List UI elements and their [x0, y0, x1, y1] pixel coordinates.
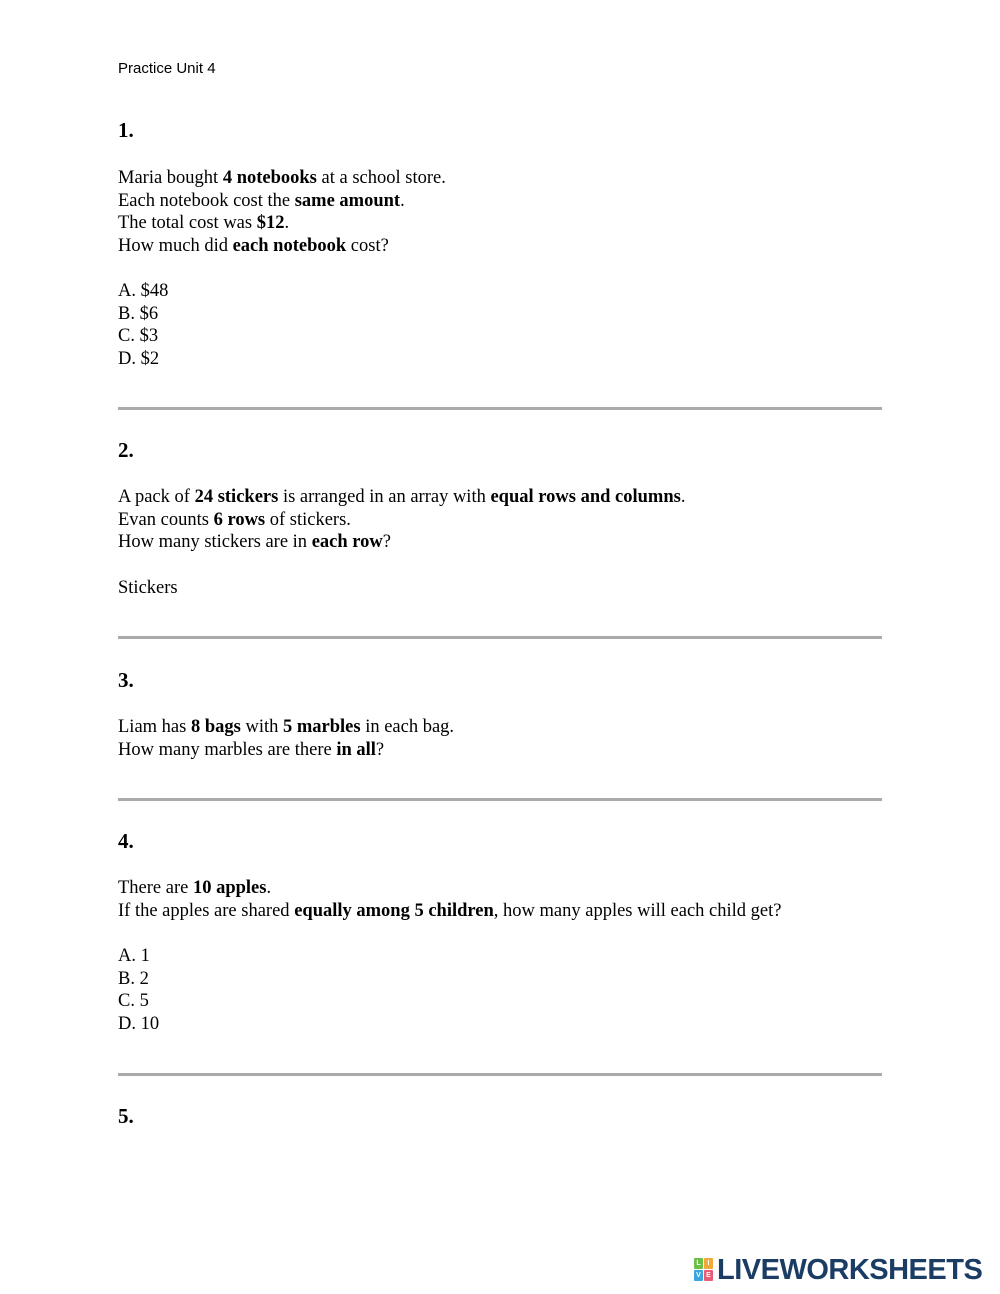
text-run: .	[284, 213, 290, 234]
text-run: .	[680, 487, 686, 507]
question-4-text	[118, 877, 781, 922]
question-text-line	[118, 739, 454, 762]
text-run: Evan counts	[118, 509, 214, 530]
liveworksheets-logo	[694, 1255, 982, 1285]
question-divider	[118, 636, 882, 639]
question-text-line	[118, 716, 454, 739]
question-1-option-b[interactable]: B. $6	[118, 303, 159, 324]
question-1-option-c[interactable]: C. $3	[118, 326, 159, 347]
question-1-options	[118, 280, 168, 371]
question-4-number: 4.	[118, 829, 134, 853]
text-run: , how many apples will each child get?	[493, 900, 782, 921]
question-text-line	[118, 167, 446, 190]
text-run: How many marbles are there	[118, 739, 337, 760]
question-4-option-c[interactable]: C. 5	[118, 991, 149, 1012]
emphasized-text: 4 notebooks	[222, 168, 317, 188]
logo-mark-letter: I	[704, 1258, 713, 1269]
question-text-line	[118, 212, 446, 235]
question-1-option-d[interactable]: D. $2	[118, 349, 160, 370]
question-4-options	[118, 945, 159, 1036]
emphasized-text: each notebook	[232, 236, 347, 257]
text-run: Each notebook cost the	[118, 190, 295, 211]
question-text-line	[118, 190, 446, 213]
question-text-line	[118, 486, 685, 509]
text-run: There are	[118, 878, 193, 898]
text-run: How many stickers are in	[118, 532, 312, 553]
question-2-answer-label	[118, 577, 178, 600]
question-2-number: 2.	[118, 438, 134, 462]
emphasized-text: 8 bags	[190, 717, 241, 737]
emphasized-text: 24 stickers	[194, 487, 279, 507]
text-run: ?	[382, 532, 391, 553]
emphasized-text: same amount	[294, 190, 401, 211]
logo-mark-letter: L	[694, 1258, 703, 1269]
question-3-number: 3.	[118, 668, 134, 692]
text-run: If the apples are shared	[118, 900, 295, 921]
emphasized-text: $12	[256, 213, 285, 234]
question-text-line	[118, 531, 685, 554]
page-header-title: Practice Unit 4	[118, 60, 216, 77]
question-text-line	[118, 509, 685, 532]
liveworksheets-logo-icon	[694, 1258, 714, 1282]
question-1-option-a[interactable]: A. $48	[118, 281, 169, 301]
text-run: .	[266, 878, 272, 898]
emphasized-text: in all	[336, 739, 376, 760]
text-run: is arranged in an array with	[278, 487, 491, 507]
question-1-number: 1.	[118, 118, 134, 142]
question-divider	[118, 1073, 882, 1076]
emphasized-text: 6 rows	[213, 509, 266, 530]
text-run: at a school store.	[316, 168, 446, 188]
text-run: .	[400, 190, 405, 211]
question-text-line	[118, 235, 446, 258]
logo-mark-letter: V	[694, 1270, 703, 1281]
question-text-line	[118, 877, 781, 900]
logo-mark-letter: E	[704, 1270, 713, 1281]
liveworksheets-logo-text: LIVEWORKSHEETS	[717, 1253, 983, 1286]
emphasized-text: equally among 5 children	[294, 900, 494, 921]
text-run: in each bag.	[360, 717, 455, 737]
text-run: ?	[375, 739, 385, 760]
question-text-line	[118, 900, 781, 923]
text-run: cost?	[346, 236, 389, 257]
question-4-option-a[interactable]: A. 1	[118, 946, 150, 966]
text-run: How much did	[118, 236, 233, 257]
emphasized-text: equal rows and columns	[490, 487, 681, 507]
text-run: of stickers.	[265, 509, 351, 530]
question-4-option-d[interactable]: D. 10	[118, 1014, 160, 1035]
emphasized-text: each row	[311, 532, 383, 553]
text-run: The total cost was	[118, 213, 257, 234]
question-4-option-b[interactable]: B. 2	[118, 968, 149, 989]
text-run: A pack of	[118, 487, 195, 507]
text-run: Liam has	[118, 717, 191, 737]
text-run: Maria bought	[118, 168, 223, 188]
question-1-text	[118, 167, 446, 258]
stickers-answer-label: Stickers	[118, 578, 178, 598]
emphasized-text: 5 marbles	[282, 717, 361, 737]
question-2-text	[118, 486, 685, 554]
emphasized-text: 10 apples	[192, 878, 267, 898]
question-divider	[118, 407, 882, 410]
question-divider	[118, 798, 882, 801]
question-5-number: 5.	[118, 1104, 134, 1128]
question-3-text	[118, 716, 454, 761]
text-run: with	[240, 717, 283, 737]
